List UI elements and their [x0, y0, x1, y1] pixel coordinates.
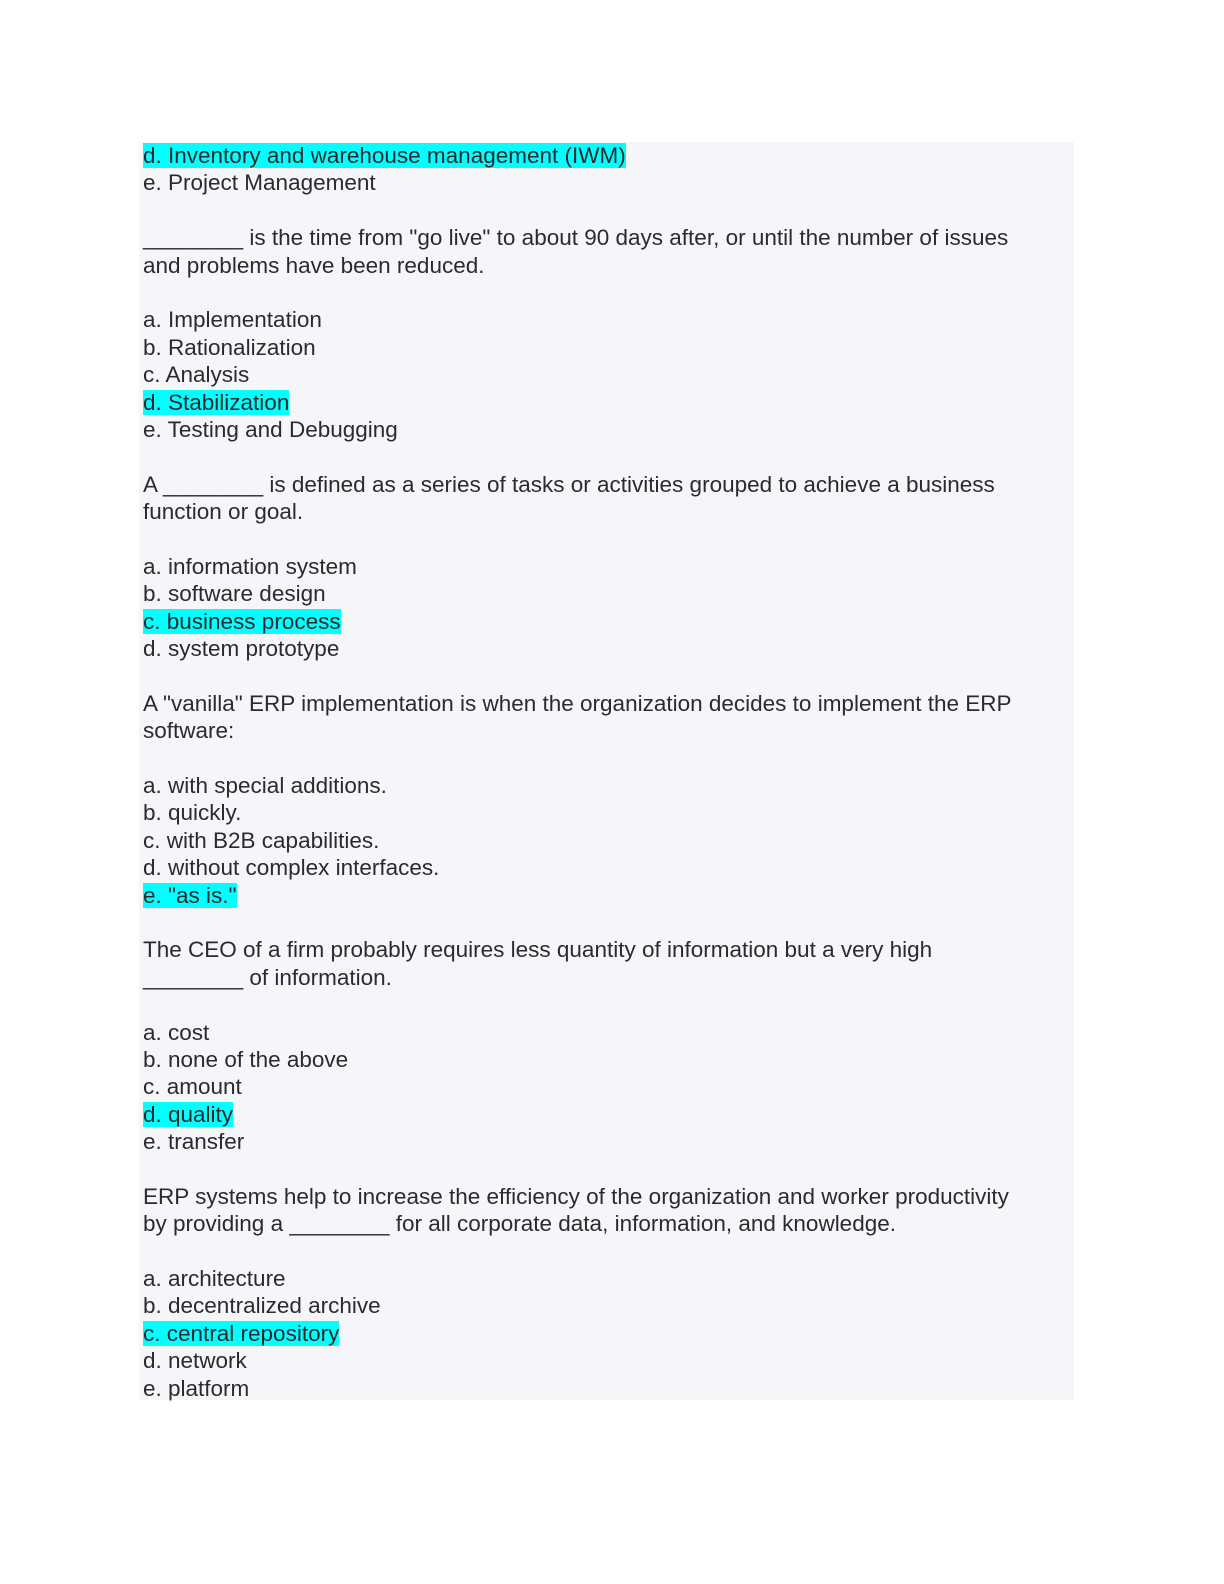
option-text: c. Analysis: [143, 362, 250, 388]
spacer: [143, 279, 1074, 306]
option-item: [143, 1073, 1074, 1100]
option-item: [143, 635, 1074, 662]
spacer: [143, 745, 1074, 772]
spacer: [143, 525, 1074, 552]
correct-answer-highlight: d. Inventory and warehouse management (IWM): [143, 143, 626, 168]
option-item: [143, 361, 1074, 388]
question-text-line: ________ is the time from "go live" to about 90 days after, or until the number of issues: [143, 225, 1009, 251]
question-block: [143, 1183, 1074, 1402]
correct-answer-highlight: e. "as is.": [143, 882, 237, 908]
correct-answer-highlight: c. business process: [143, 608, 341, 634]
option-item: [143, 306, 1074, 333]
option-text: b. quickly.: [143, 800, 242, 826]
prelude-options: [143, 142, 1074, 197]
option-text: e. Project Management: [143, 170, 376, 196]
option-text: a. with special additions.: [143, 772, 387, 798]
question-text-line: A "vanilla" ERP implementation is when the organization decides to implement the ERP: [143, 690, 1012, 716]
option-item: [143, 553, 1074, 580]
option-item: [143, 334, 1074, 361]
question-text-line: and problems have been reduced.: [143, 252, 485, 278]
option-item: [143, 169, 1074, 196]
option-item: [143, 882, 1074, 909]
option-item: [143, 1375, 1074, 1402]
option-item: [143, 827, 1074, 854]
question-text-line: A ________ is defined as a series of tasks or activities grouped to achieve a business: [143, 471, 995, 497]
spacer: [143, 1238, 1074, 1265]
document-body: [139, 142, 1074, 1402]
option-item: [143, 1265, 1074, 1292]
spacer: [143, 1155, 1074, 1182]
spacer: [143, 909, 1074, 936]
correct-answer-highlight: c. central repository: [143, 1320, 340, 1346]
option-item: [143, 799, 1074, 826]
option-text: c. amount: [143, 1074, 242, 1100]
question-text-line: The CEO of a firm probably requires less quantity of information but a very high: [143, 937, 933, 963]
spacer: [143, 443, 1074, 470]
option-text: b. Rationalization: [143, 334, 316, 360]
option-text: d. system prototype: [143, 636, 340, 662]
document-page: [139, 142, 1074, 1400]
option-item: [143, 416, 1074, 443]
question-block: [143, 471, 1074, 663]
option-item: [143, 580, 1074, 607]
option-item: [143, 608, 1074, 635]
option-text: a. information system: [143, 553, 357, 579]
option-item: [143, 1101, 1074, 1128]
option-text: e. transfer: [143, 1129, 245, 1155]
question-text-line: ERP systems help to increase the efficiency of the organization and worker productivity: [143, 1183, 1009, 1209]
option-text: b. software design: [143, 581, 326, 607]
spacer: [143, 662, 1074, 689]
option-text: c. with B2B capabilities.: [143, 827, 380, 853]
option-item: [143, 1320, 1074, 1347]
option-item: [143, 1347, 1074, 1374]
option-text: a. cost: [143, 1019, 210, 1045]
option-text: d. without complex interfaces.: [143, 855, 440, 881]
question-text-line: by providing a ________ for all corporate data, information, and knowledge.: [143, 1211, 896, 1237]
option-item: [143, 142, 1074, 169]
option-item: [143, 389, 1074, 416]
option-item: [143, 1019, 1074, 1046]
spacer: [143, 197, 1074, 224]
question-block: [143, 224, 1074, 443]
question-block: [143, 936, 1074, 1155]
question-text-line: software:: [143, 718, 235, 744]
option-item: [143, 1292, 1074, 1319]
option-item: [143, 1046, 1074, 1073]
option-text: b. none of the above: [143, 1046, 349, 1072]
option-item: [143, 854, 1074, 881]
question-block: [143, 690, 1074, 909]
spacer: [143, 991, 1074, 1018]
option-item: [143, 772, 1074, 799]
option-text: d. network: [143, 1348, 247, 1374]
option-text: e. Testing and Debugging: [143, 416, 398, 442]
correct-answer-highlight: d. Stabilization: [143, 389, 290, 415]
option-text: b. decentralized archive: [143, 1293, 381, 1319]
question-text-line: function or goal.: [143, 499, 304, 525]
correct-answer-highlight: d. quality: [143, 1101, 234, 1127]
option-text: a. architecture: [143, 1266, 286, 1292]
option-text: a. Implementation: [143, 307, 322, 333]
option-text: e. platform: [143, 1375, 250, 1401]
question-text-line: ________ of information.: [143, 964, 392, 990]
option-item: [143, 1128, 1074, 1155]
